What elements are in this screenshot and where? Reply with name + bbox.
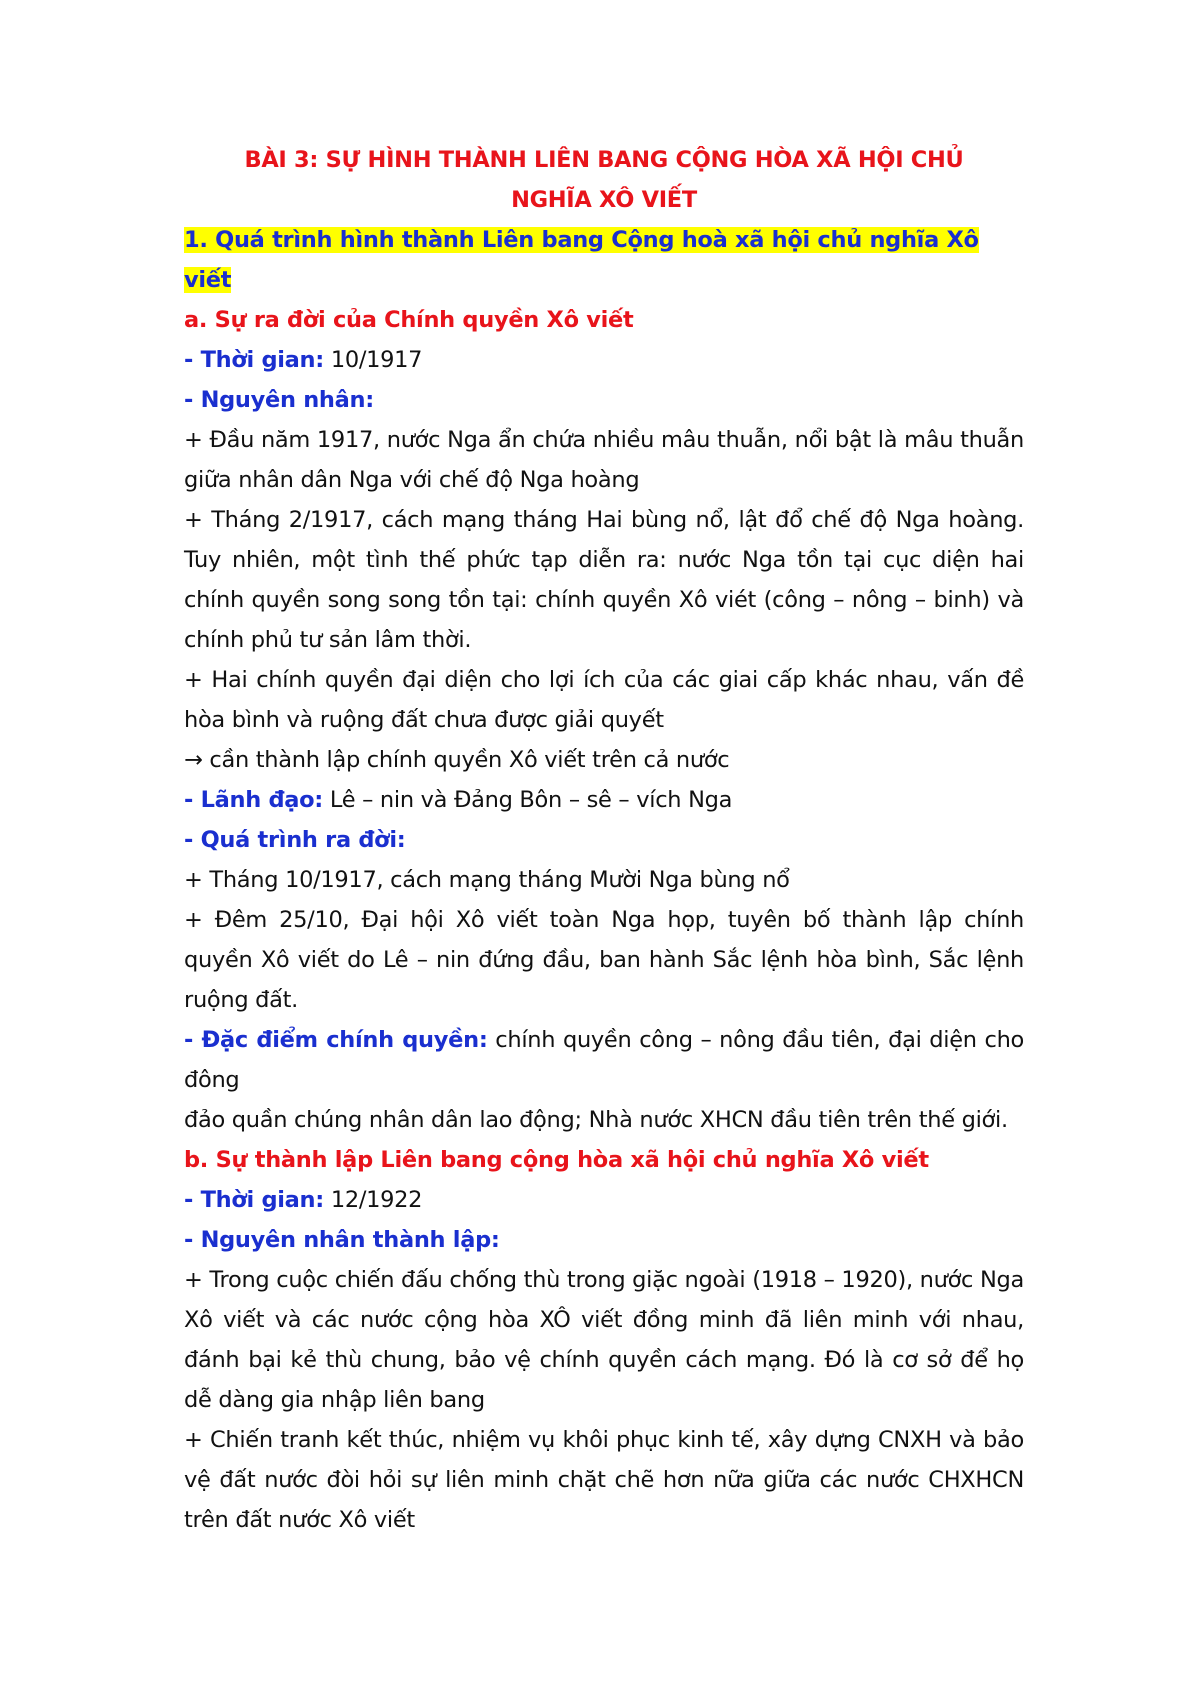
- cause-b-paragraph-1: + Trong cuộc chiến đấu chống thù trong giặc ngoài (1918 – 1920), nước Nga Xô viết và các nước cộng hòa XÔ viết đồng minh đã liên minh với nhau, đánh bại kẻ thù chung, bảo vệ chính quyền cách mạng. Đó là cơ sở để họ dễ dàng gia nhập liên bang: [184, 1267, 1024, 1413]
- subsection-heading-b: b. Sự thành lập Liên bang cộng hòa xã hội chủ nghĩa Xô viết: [184, 1147, 929, 1173]
- time-label: - Thời gian:: [184, 347, 324, 373]
- time-value: 10/1917: [323, 347, 423, 373]
- process-paragraph-2: + Đêm 25/10, Đại hội Xô viết toàn Nga họp, tuyên bố thành lập chính quyền Xô viết do Lê – nin đứng đầu, ban hành Sắc lệnh hòa bình, Sắc lệnh ruộng đất.: [184, 907, 1024, 1013]
- cause-label-b: - Nguyên nhân thành lập:: [184, 1227, 500, 1253]
- cause-result: → cần thành lập chính quyền Xô viết trên cả nước: [184, 747, 730, 773]
- feature-value: chính quyền công – nông đầu tiên, đại diện cho đông: [184, 1027, 1024, 1093]
- cause-b-paragraph-2: + Chiến tranh kết thúc, nhiệm vụ khôi phục kinh tế, xây dựng CNXH và bảo vệ đất nước đòi hỏi sự liên minh chặt chẽ hơn nữa giữa các nước CHXHCN trên đất nước Xô viết: [184, 1427, 1024, 1533]
- feature-continuation: đảo quần chúng nhân dân lao động; Nhà nước XHCN đầu tiên trên thế giới.: [184, 1107, 1008, 1133]
- time-label-b: - Thời gian:: [184, 1187, 324, 1213]
- process-label: - Quá trình ra đời:: [184, 827, 406, 853]
- leader-item: [184, 780, 1024, 820]
- section-heading-1-text: 1. Quá trình hình thành Liên bang Cộng hoà xã hội chủ nghĩa Xô viết: [184, 227, 979, 293]
- feature-item: [184, 1020, 1024, 1100]
- cause-label: - Nguyên nhân:: [184, 387, 374, 413]
- leader-label: - Lãnh đạo:: [184, 787, 324, 813]
- cause-paragraph-1: + Đầu năm 1917, nước Nga ẩn chứa nhiều mâu thuẫn, nổi bật là mâu thuẫn giữa nhân dân Nga với chế độ Nga hoàng: [184, 427, 1024, 493]
- cause-paragraph-2: + Tháng 2/1917, cách mạng tháng Hai bùng nổ, lật đổ chế độ Nga hoàng. Tuy nhiên, một tình thế phức tạp diễn ra: nước Nga tồn tại cục diện hai chính quyền song song tồn tại: chính quyền Xô viét (công – nông – binh) và chính phủ tư sản lâm thời.: [184, 507, 1024, 653]
- time-value-b: 12/1922: [323, 1187, 423, 1213]
- section-heading-1: [184, 220, 1024, 300]
- time-item: [184, 340, 1024, 380]
- subsection-heading-a: a. Sự ra đời của Chính quyền Xô viết: [184, 307, 634, 333]
- cause-paragraph-3: + Hai chính quyền đại diện cho lợi ích của các giai cấp khác nhau, vấn đề hòa bình và ruộng đất chưa được giải quyết: [184, 667, 1024, 733]
- document-title: BÀI 3: SỰ HÌNH THÀNH LIÊN BANG CỘNG HÒA XÃ HỘI CHỦ NGHĨA XÔ VIẾT: [244, 147, 964, 213]
- process-paragraph-1: + Tháng 10/1917, cách mạng tháng Mười Nga bùng nổ: [184, 867, 790, 893]
- time-item-b: [184, 1180, 1024, 1220]
- document-page: [184, 140, 1024, 1540]
- feature-label: - Đặc điểm chính quyền:: [184, 1027, 488, 1053]
- leader-value: Lê – nin và Đảng Bôn – sê – vích Nga: [323, 787, 733, 813]
